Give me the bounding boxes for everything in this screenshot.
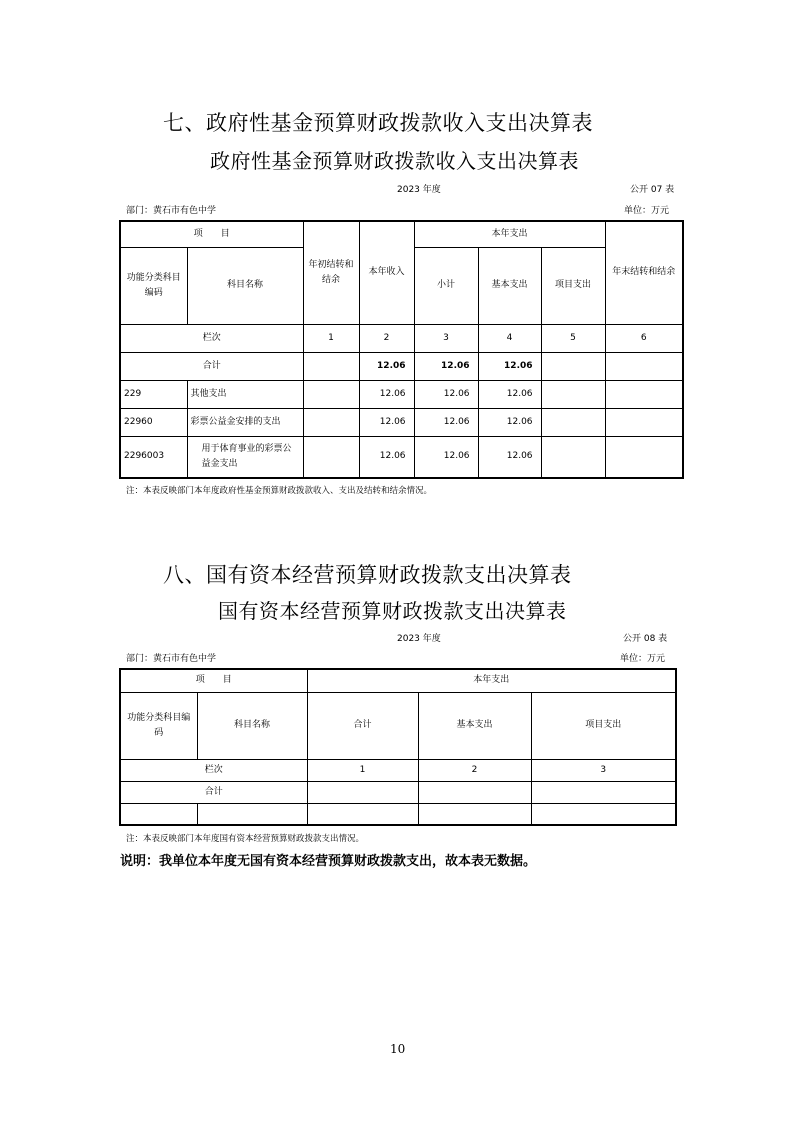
table-7-unit: 单位：万元 [624,206,670,216]
header-begin-balance: 年初结转和结余 [303,221,359,324]
header-expense: 本年支出 [414,221,605,247]
table-cell [303,436,359,478]
row-basic: 12.06 [478,380,541,408]
total-label: 合计 [120,781,307,803]
table-row [120,436,683,478]
table-8-code: 公开 08 表 [623,634,668,644]
row-code: 229 [120,380,187,408]
table-cell [418,803,531,825]
section-7-heading: 七、政府性基金预算财政拨款收入支出决算表 [163,111,593,135]
table-cell [120,803,197,825]
column-index-label: 栏次 [120,324,303,352]
column-index-label: 栏次 [120,759,307,781]
header-expense: 本年支出 [307,669,676,692]
row-code: 2296003 [120,436,187,478]
table-cell [303,380,359,408]
table-cell [541,380,605,408]
column-index-cell: 1 [307,759,418,781]
section-8-heading: 八、国有资本经营预算财政拨款支出决算表 [163,563,572,587]
header-basic: 基本支出 [418,692,531,759]
header-subject-name: 科目名称 [187,247,303,324]
total-row [120,781,676,803]
table-row [120,380,683,408]
table-cell [418,781,531,803]
table-8-year: 2023 年度 [397,634,441,644]
total-income: 12.06 [359,352,414,380]
row-income: 12.06 [359,436,414,478]
column-index-cell: 2 [359,324,414,352]
table-cell [531,781,676,803]
total-label: 合计 [120,352,303,380]
table-cell [303,408,359,436]
table-8-dept: 部门：黄石市有色中学 [126,654,217,664]
total-subtotal: 12.06 [414,352,478,380]
table-cell [605,408,683,436]
row-code: 22960 [120,408,187,436]
table-cell [531,803,676,825]
row-basic: 12.06 [478,436,541,478]
table-7-dept: 部门：黄石市有色中学 [126,206,217,216]
table-8-title: 国有资本经营预算财政拨款支出决算表 [218,599,567,623]
page-number: 10 [390,1042,406,1056]
header-income: 本年收入 [359,221,414,324]
table-7-title: 政府性基金预算财政拨款收入支出决算表 [210,149,579,173]
table-7-year: 2023 年度 [397,185,441,195]
header-item: 项 目 [120,221,303,247]
table-cell [307,781,418,803]
table-cell [605,352,683,380]
column-index-row [120,324,683,352]
row-name: 用于体育事业的彩票公益金支出 [187,436,303,478]
header-project: 项目支出 [541,247,605,324]
table-7 [119,220,684,479]
column-index-row [120,759,676,781]
column-index-cell: 6 [605,324,683,352]
table-7-code: 公开 07 表 [630,185,675,195]
row-income: 12.06 [359,408,414,436]
header-subtotal: 小计 [414,247,478,324]
header-func-code: 功能分类科目编码 [120,247,187,324]
column-index-cell: 3 [531,759,676,781]
row-basic: 12.06 [478,408,541,436]
table-cell [303,352,359,380]
row-income: 12.06 [359,380,414,408]
table-row [120,803,676,825]
column-index-cell: 1 [303,324,359,352]
header-end-balance: 年末结转和结余 [605,221,683,324]
column-index-cell: 3 [414,324,478,352]
row-subtotal: 12.06 [414,408,478,436]
column-index-cell: 2 [418,759,531,781]
column-index-cell: 5 [541,324,605,352]
table-8 [119,668,677,826]
header-project: 项目支出 [531,692,676,759]
table-cell [197,803,307,825]
header-func-code: 功能分类科目编码 [120,692,197,759]
header-subject-name: 科目名称 [197,692,307,759]
total-basic: 12.06 [478,352,541,380]
table-cell [541,408,605,436]
row-name: 其他支出 [187,380,303,408]
table-cell [541,352,605,380]
table-cell [541,436,605,478]
statement-text: 说明：我单位本年度无国有资本经营预算财政拨款支出，故本表无数据。 [120,854,537,869]
header-basic: 基本支出 [478,247,541,324]
total-row [120,352,683,380]
header-item: 项 目 [120,669,307,692]
row-subtotal: 12.06 [414,436,478,478]
row-name: 彩票公益金安排的支出 [187,408,303,436]
table-row [120,408,683,436]
table-cell [605,380,683,408]
table-cell [307,803,418,825]
table-8-footnote: 注：本表反映部门本年度国有资本经营预算财政拨款支出情况。 [126,834,365,844]
column-index-cell: 4 [478,324,541,352]
table-8-unit: 单位：万元 [620,654,666,664]
table-cell [605,436,683,478]
table-7-footnote: 注：本表反映部门本年度政府性基金预算财政拨款收入、支出及结转和结余情况。 [126,486,433,496]
row-subtotal: 12.06 [414,380,478,408]
header-total: 合计 [307,692,418,759]
